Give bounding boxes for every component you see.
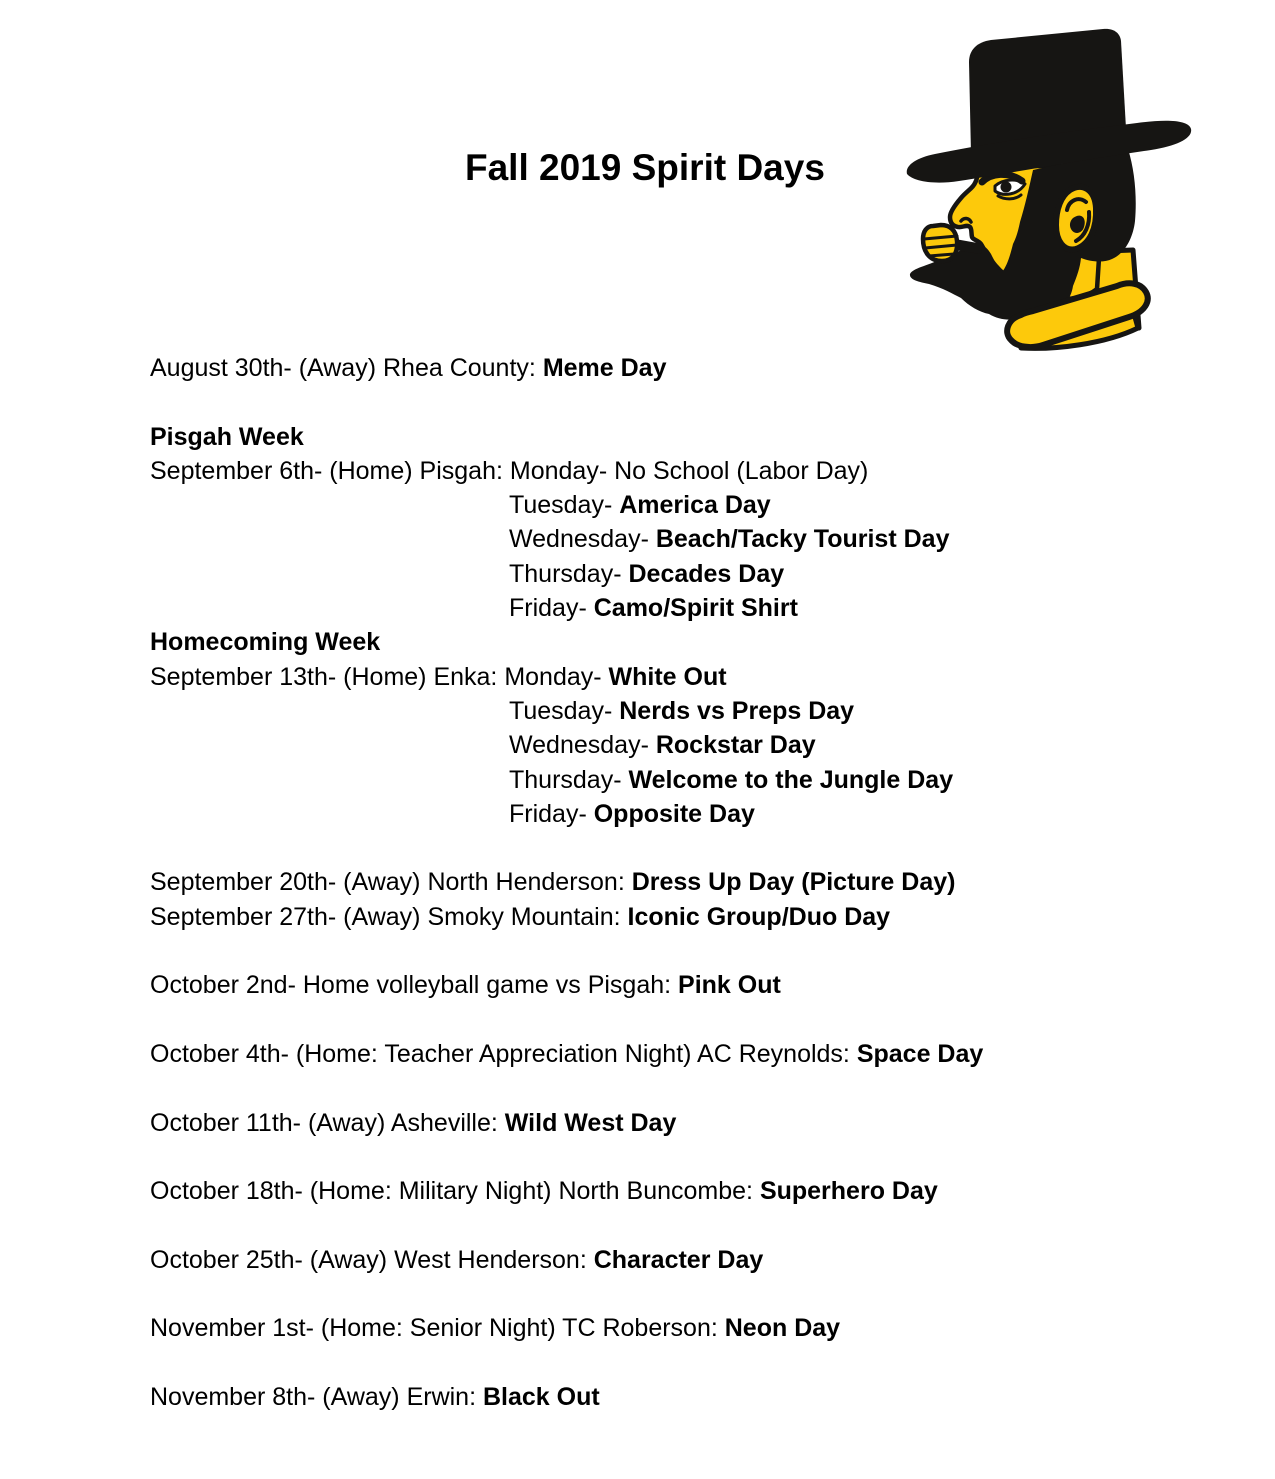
week-heading (150, 625, 1210, 659)
spirit-day: Rockstar Day (655, 731, 816, 760)
blank-line (150, 1208, 1210, 1242)
event-details: Wednesday- (509, 731, 656, 760)
event-details: Tuesday- (509, 696, 620, 725)
mountaineer-mascot-icon (905, 28, 1193, 352)
week-heading-label: Pisgah Week (150, 422, 304, 451)
event-details: October 25th- (Away) West Henderson: (150, 1245, 594, 1274)
spirit-day: Character Day (593, 1245, 764, 1274)
schedule-line (150, 865, 1210, 899)
spirit-day: Dress Up Day (Picture Day) (631, 868, 956, 897)
spirit-day: Wild West Day (504, 1108, 677, 1137)
spirit-day: Beach/Tacky Tourist Day (655, 525, 950, 554)
schedule-line (509, 694, 1210, 728)
blank-line (150, 1277, 1210, 1311)
week-heading-label: Homecoming Week (150, 628, 381, 657)
schedule-line (150, 900, 1210, 934)
spirit-day: Space Day (856, 1039, 984, 1068)
event-details: October 11th- (Away) Asheville: (150, 1108, 505, 1137)
event-details: August 30th- (Away) Rhea County: (150, 354, 543, 382)
spirit-day: Pink Out (678, 971, 781, 1000)
event-details: Wednesday- (509, 525, 656, 554)
event-details: November 1st- (Home: Senior Night) TC Roberson: (150, 1314, 725, 1343)
spirit-day: Welcome to the Jungle Day (628, 765, 954, 794)
schedule-line (150, 351, 1210, 385)
blank-line (150, 1003, 1210, 1037)
event-details: September 6th- (Home) Pisgah: Monday- No School (Labor Day) (150, 456, 869, 485)
blank-line (150, 934, 1210, 968)
schedule-line (150, 1243, 1210, 1277)
mascot-pipe-stripe (929, 254, 954, 256)
schedule-line (509, 591, 1210, 625)
spirit-day: Iconic Group/Duo Day (627, 902, 891, 931)
mascot-pupil (1001, 182, 1012, 193)
event-details: October 2nd- Home volleyball game vs Pisgah: (150, 971, 679, 1000)
schedule-line (150, 1174, 1210, 1208)
week-heading (150, 420, 1210, 454)
spirit-day: Neon Day (724, 1314, 841, 1343)
schedule-list (150, 351, 1210, 1414)
blank-line (150, 1346, 1210, 1380)
spirit-day: Opposite Day (593, 799, 755, 828)
spirit-day: Meme Day (542, 354, 667, 382)
blank-line (150, 1071, 1210, 1105)
schedule-line (150, 968, 1210, 1002)
schedule-line (150, 1311, 1210, 1345)
schedule-line (150, 1037, 1210, 1071)
event-details: Friday- (509, 594, 594, 623)
schedule-line (509, 488, 1210, 522)
schedule-line (509, 557, 1210, 591)
schedule-line (509, 728, 1210, 762)
spirit-day: Decades Day (628, 559, 785, 588)
event-details: October 4th- (Home: Teacher Appreciation Night) AC Reynolds: (150, 1039, 857, 1068)
spirit-day: Camo/Spirit Shirt (593, 594, 798, 623)
event-details: September 13th- (Home) Enka: Monday- (150, 662, 609, 691)
page-title: Fall 2019 Spirit Days (465, 147, 825, 188)
event-details: October 18th- (Home: Military Night) North Buncombe: (150, 1177, 760, 1206)
schedule-line (509, 797, 1210, 831)
schedule-line (150, 660, 1210, 694)
event-details: Friday- (509, 799, 594, 828)
schedule-line (150, 1380, 1210, 1414)
event-details: September 27th- (Away) Smoky Mountain: (150, 902, 628, 931)
schedule-line (150, 454, 1210, 488)
event-details: September 20th- (Away) North Henderson: (150, 868, 632, 897)
blank-line (150, 1140, 1210, 1174)
event-details: Thursday- (509, 559, 629, 588)
spirit-day: Superhero Day (759, 1177, 938, 1206)
event-details: Thursday- (509, 765, 629, 794)
schedule-line (509, 522, 1210, 556)
event-details: November 8th- (Away) Erwin: (150, 1382, 483, 1411)
spirit-day: Black Out (482, 1382, 600, 1411)
blank-line (150, 385, 1210, 419)
spirit-day: Nerds vs Preps Day (619, 696, 855, 725)
schedule-line (150, 1106, 1210, 1140)
event-details: Tuesday- (509, 491, 620, 520)
schedule-line (509, 763, 1210, 797)
blank-line (150, 831, 1210, 865)
spirit-day: White Out (608, 662, 727, 691)
spirit-day: America Day (619, 491, 771, 520)
